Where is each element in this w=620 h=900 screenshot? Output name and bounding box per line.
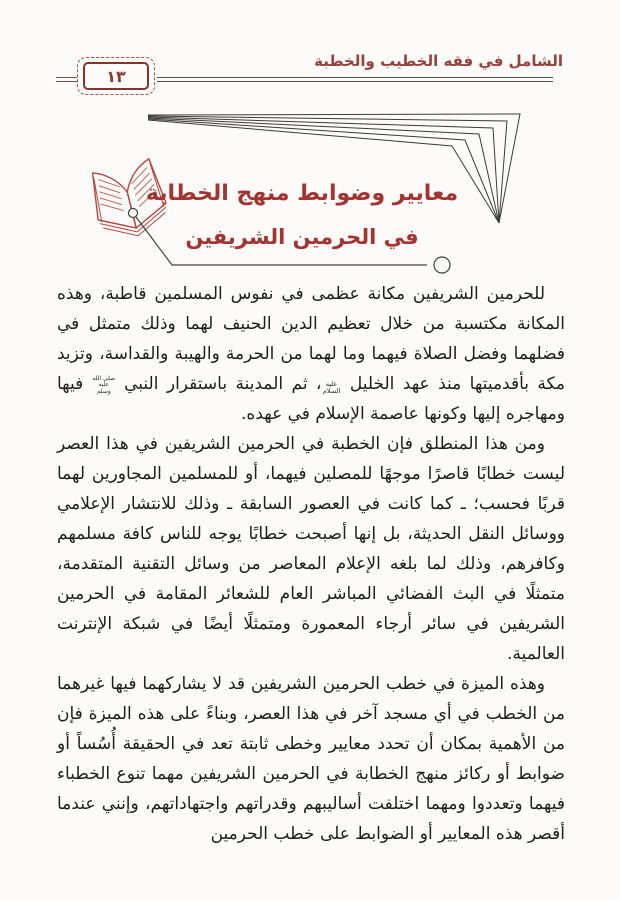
chapter-title-line2: في الحرمين الشريفين	[185, 225, 419, 249]
paragraph-2: ومن هذا المنطلق فإن الخطبة في الحرمين الشريفين في هذا العصر ليست خطابًا قاصرًا موجهًا للمصلين فيهما، أو للمسلمين المجاورين لهما قربًا فحسب؛ ـ كما كانت في العصور السابقة ـ وذلك للانتشار الإعلامي ووسائل النقل الحديثة، بل إنها أصبحت خطابًا يوجه للناس كافة مسلمهم وكافرهم، وذلك لما بلغه الإعلام المعاصر من وسائل التقنية المتقدمة، متمثلًا في البث الفضائي المباشر العام للشعائر المقامة في الحرمين الشريفين في سائر أرجاء المعمورة ومتمثلًا أيضًا في شبكة الإنترنت العالمية.	[57, 434, 565, 664]
running-head-book-title: الشامل في فقه الخطيب والخطبة	[314, 52, 563, 70]
header-rule-left	[56, 77, 77, 82]
body-text	[57, 279, 565, 849]
page-number: ١٣	[83, 62, 149, 90]
paragraph-3: وهذه الميزة في خطب الحرمين الشريفين قد لا يشاركهما فيها غيرهما من الخطب في أي مسجد آخر في هذا العصر، وبناءً على هذه الميزة فإن من الأهمية بمكان أن تحدد معايير وخطى ثابتة تعد في الحقيقة أُسُساً أو ضوابط أو ركائز منهج الخطابة في الحرمين الشريفين مهما تنوع الخطباء فيهما وتعددوا ومهما اختلفت أساليبهم وقدراتهم واجتهاداتهم، وإنني عندما أقصر هذه المعايير أو الضوابط على خطب الحرمين	[57, 674, 565, 844]
paragraph-1-text-c: فيها ومهاجره إليها وكونها عاصمة الإسلام في عهده.	[57, 374, 565, 424]
honorific-alayhis-salam: عليه السلام	[322, 379, 341, 395]
paragraph-1-text-b: ، ثم المدينة باستقرار النبي	[124, 374, 322, 394]
honorific-sallallahu-alayhi-wasallam: صلى الله عليه وسلم	[92, 374, 116, 395]
paragraph-1	[57, 279, 565, 429]
chapter-title-line1: معايير وضوابط منهج الخطابة	[145, 181, 459, 206]
page-number-box	[77, 57, 155, 95]
chapter-title	[140, 180, 464, 250]
connector-start-circle	[129, 209, 138, 218]
connector-end-circle	[434, 257, 450, 273]
paragraph-1-text-a: للحرمين الشريفين مكانة عظمى في نفوس المسلمين قاطبة، وهذه المكانة مكتسبة من خلال تعظيم الدين الحنيف لهما وذلك متمثل في فضلهما وفضل الصلاة فيهما وما لهما من الحرمة والهيبة والقداسة، وتزيد مكة بأقدميتها منذ عهد الخليل	[57, 284, 566, 394]
header-rule-right	[157, 77, 553, 82]
